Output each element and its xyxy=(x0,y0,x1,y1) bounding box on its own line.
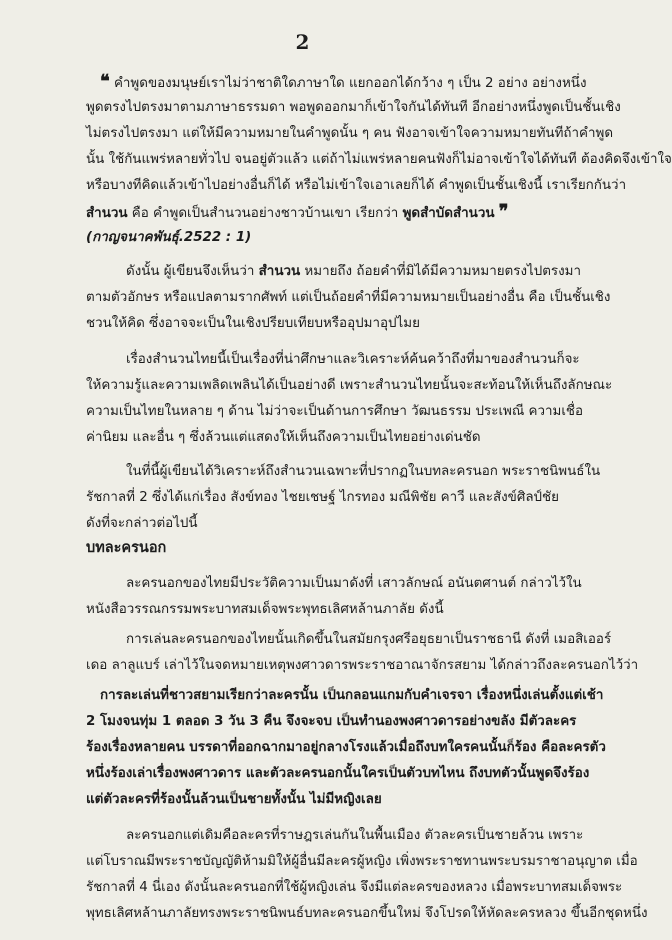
section-heading: บทละครนอก xyxy=(86,540,167,556)
quote-line: พูดตรงไปตรงมาตามภาษาธรรมดา พอพูดออกมาก็เข้าใจกันได้ทันที อีกอย่างหนึ่งพูดเป็นชั้นเชิง xyxy=(86,100,621,115)
quote-line-text: คือ คำพูดเป็นสำนวนอย่างชาวบ้านเขา เรียกว่า xyxy=(127,206,403,221)
paragraph-line: ดังที่จะกล่าวต่อไปนี้ xyxy=(86,516,198,531)
paragraph-definition xyxy=(86,262,611,340)
paragraph-history xyxy=(86,574,582,626)
paragraph-line: ชวนให้คิด ซึ่งอาจจะเป็นในเชิงปรียบเทียบหรืออุปมาอุปไมย xyxy=(86,316,420,331)
quote-line: ไม่ตรงไปตรงมา แต่ให้มีความหมายในคำพูดนั้น ๆ คน ฟังอาจเข้าใจความหมายทันทีถ้าคำพูด xyxy=(86,126,614,141)
paragraph-line: ความเป็นไทยในหลาย ๆ ด้าน ไม่ว่าจะเป็นด้านการศึกษา วัฒนธรรม ประเพณี ความเชื่อ xyxy=(86,404,584,419)
term-samnuan: สำนวน xyxy=(258,264,301,279)
paragraph-line: ตามตัวอักษร หรือแปลตามรากศัพท์ แต่เป็นถ้อยคำที่มีความหมายเป็นอย่างอื่น คือ เป็นชั้นเชิง xyxy=(86,290,611,305)
paragraph-line: ละครนอกของไทยมีประวัติความเป็นมาดังที่ เสาวลักษณ์ อนันตศานต์ กล่าวไว้ใน xyxy=(126,576,582,591)
paragraph-line xyxy=(86,262,581,288)
paragraph-line: แต่โบราณมีพระราชบัญญัติห้ามมิให้ผู้อื่นมีละครผู้หญิง เพิ่งพระราชทานพระบรมราชาอนุญาต เมื่อ xyxy=(86,854,638,869)
paragraph-lakhon-nok-origin xyxy=(86,826,648,930)
paragraph-thai-idioms xyxy=(86,350,613,454)
page-number: 2 xyxy=(295,30,310,54)
quote-line xyxy=(86,71,587,98)
paragraph-line: ให้ความรู้และความเพลิดเพลินได้เป็นอย่างดี เพราะสำนวนไทยนั้นจะสะท้อนให้เห็นถึงลักษณะ xyxy=(86,378,613,393)
paragraph-scope xyxy=(86,462,601,540)
paragraph-line: ในที่นี้ผู้เขียนได้วิเคราะห์ถึงสำนวนเฉพาะที่ปรากฏในบทละครนอก พระราชนิพนธ์ใน xyxy=(126,464,601,479)
paragraph-line: พุทธเลิศหล้านภาลัยทรงพระราชนิพนธ์บทละครนอกขึ้นใหม่ จึงโปรดให้หัดละครหลวง ขึ้นอีกชุดหนึ่ง xyxy=(86,906,648,921)
paragraph-line: หนึ่งร้องเล่าเรื่องพงศาวดาร และตัวละครนอกนั้นใครเป็นตัวบทไหน ถึงบทตัวนั้นพูดจึงร้อง xyxy=(86,766,590,781)
quoted-passage xyxy=(86,686,606,816)
citation: (กาญจนาคพันธุ์.2522 : 1) xyxy=(86,230,252,245)
text-run: หมายถึง ถ้อยคำที่มิได้มีความหมายตรงไปตรงมา xyxy=(300,264,581,279)
term-phut-sambat-samnuan: พูดสำบัดสำนวน xyxy=(402,206,495,221)
paragraph-line: รัชกาลที่ 4 นี่เอง ดังนั้นละครนอกที่ใช้ผู้หญิงเล่น จึงมีแต่ละครของหลวง เมื่อพระบาทสมเด็จพระ xyxy=(86,880,623,895)
paragraph-line: เดอ ลาลูแบร์ เล่าไว้ในจดหมายเหตุพงศาวดารพระราชอาณาจักรสยาม ได้กล่าวถึงละครนอกไว้ว่า xyxy=(86,658,639,673)
quote-line: หรือบางทีคิดแล้วเข้าไปอย่างอื่นก็ได้ หรือไม่เข้าใจเอาเลยก็ได้ คำพูดเป็นชั้นเชิงนี้ เราเรียกกันว่า xyxy=(86,178,627,193)
paragraph-line: การเล่นละครนอกของไทยนั้นเกิดขึ้นในสมัยกรุงศรีอยุธยาเป็นราชธานี ดังที่ เมอสิเออร์ xyxy=(126,632,612,647)
paragraph-line: ร้องเรื่องหลายคน บรรดาที่ออกฉากมาอยู่กลางโรงแล้วเมื่อถึงบทใครคนนั้นก็ร้อง คือละครตัว xyxy=(86,740,606,755)
quote-line xyxy=(86,202,571,228)
paragraph-line: รัชกาลที่ 2 ซึ่งได้แก่เรื่อง สังข์ทอง ไชยเชษฐ์ ไกรทอง มณีพิชัย คาวี และสังข์ศิลป์ชัย xyxy=(86,490,559,505)
paragraph-line: 2 โมงจนทุ่ม 1 ตลอด 3 วัน 3 คืน จึงจะจบ เป็นทำนองพงศาวดารอย่างขลัง มีตัวละคร xyxy=(86,714,577,729)
quote-line: นั้น ใช้กันแพร่หลายทั่วไป จนอยู่ตัวแล้ว แต่ถ้าไม่แพร่หลายคนฟังก็ไม่อาจเข้าใจได้ทันที ต้องคิดจึงเข้าใจ xyxy=(86,152,672,167)
quote-block xyxy=(86,71,672,254)
paragraph-line: แต่ตัวละครที่ร้องนั้นล้วนเป็นชายทั้งนั้น ไม่มีหญิงเลย xyxy=(86,792,382,807)
paragraph-line: หนังสือวรรณกรรมพระบาทสมเด็จพระพุทธเลิศหล้านภาลัย ดังนี้ xyxy=(86,602,444,617)
text-run: ดังนั้น ผู้เขียนจึงเห็นว่า xyxy=(126,264,259,279)
close-quote-mark: ❞ xyxy=(498,201,509,222)
paragraph-line: การละเล่นที่ชาวสยามเรียกว่าละครนั้น เป็นกลอนแกมกับคำเจรจา เรื่องหนึ่งเล่นตั้งแต่เช้า xyxy=(100,688,604,703)
paragraph-line: เรื่องสำนวนไทยนี้เป็นเรื่องที่น่าศึกษาและวิเคราะห์ค้นคว้าถึงที่มาของสำนวนก็จะ xyxy=(126,352,580,367)
paragraph-la-loubere xyxy=(86,630,639,682)
paragraph-line: ค่านิยม และอื่น ๆ ซึ่งล้วนแต่แสดงให้เห็นถึงความเป็นไทยอย่างเด่นชัด xyxy=(86,430,481,445)
term-samnuan: สำนวน xyxy=(86,206,128,221)
quote-line-text: คำพูดของมนุษย์เราไม่ว่าชาติใดภาษาใด แยกออกได้กว้าง ๆ เป็น 2 อย่าง อย่างหนึ่ง xyxy=(113,76,587,91)
paragraph-line: ละครนอกแต่เดิมคือละครที่ราษฎรเล่นกันในพื้นเมือง ตัวละครเป็นชายล้วน เพราะ xyxy=(126,828,584,843)
open-quote-mark: ❝ xyxy=(100,71,110,92)
